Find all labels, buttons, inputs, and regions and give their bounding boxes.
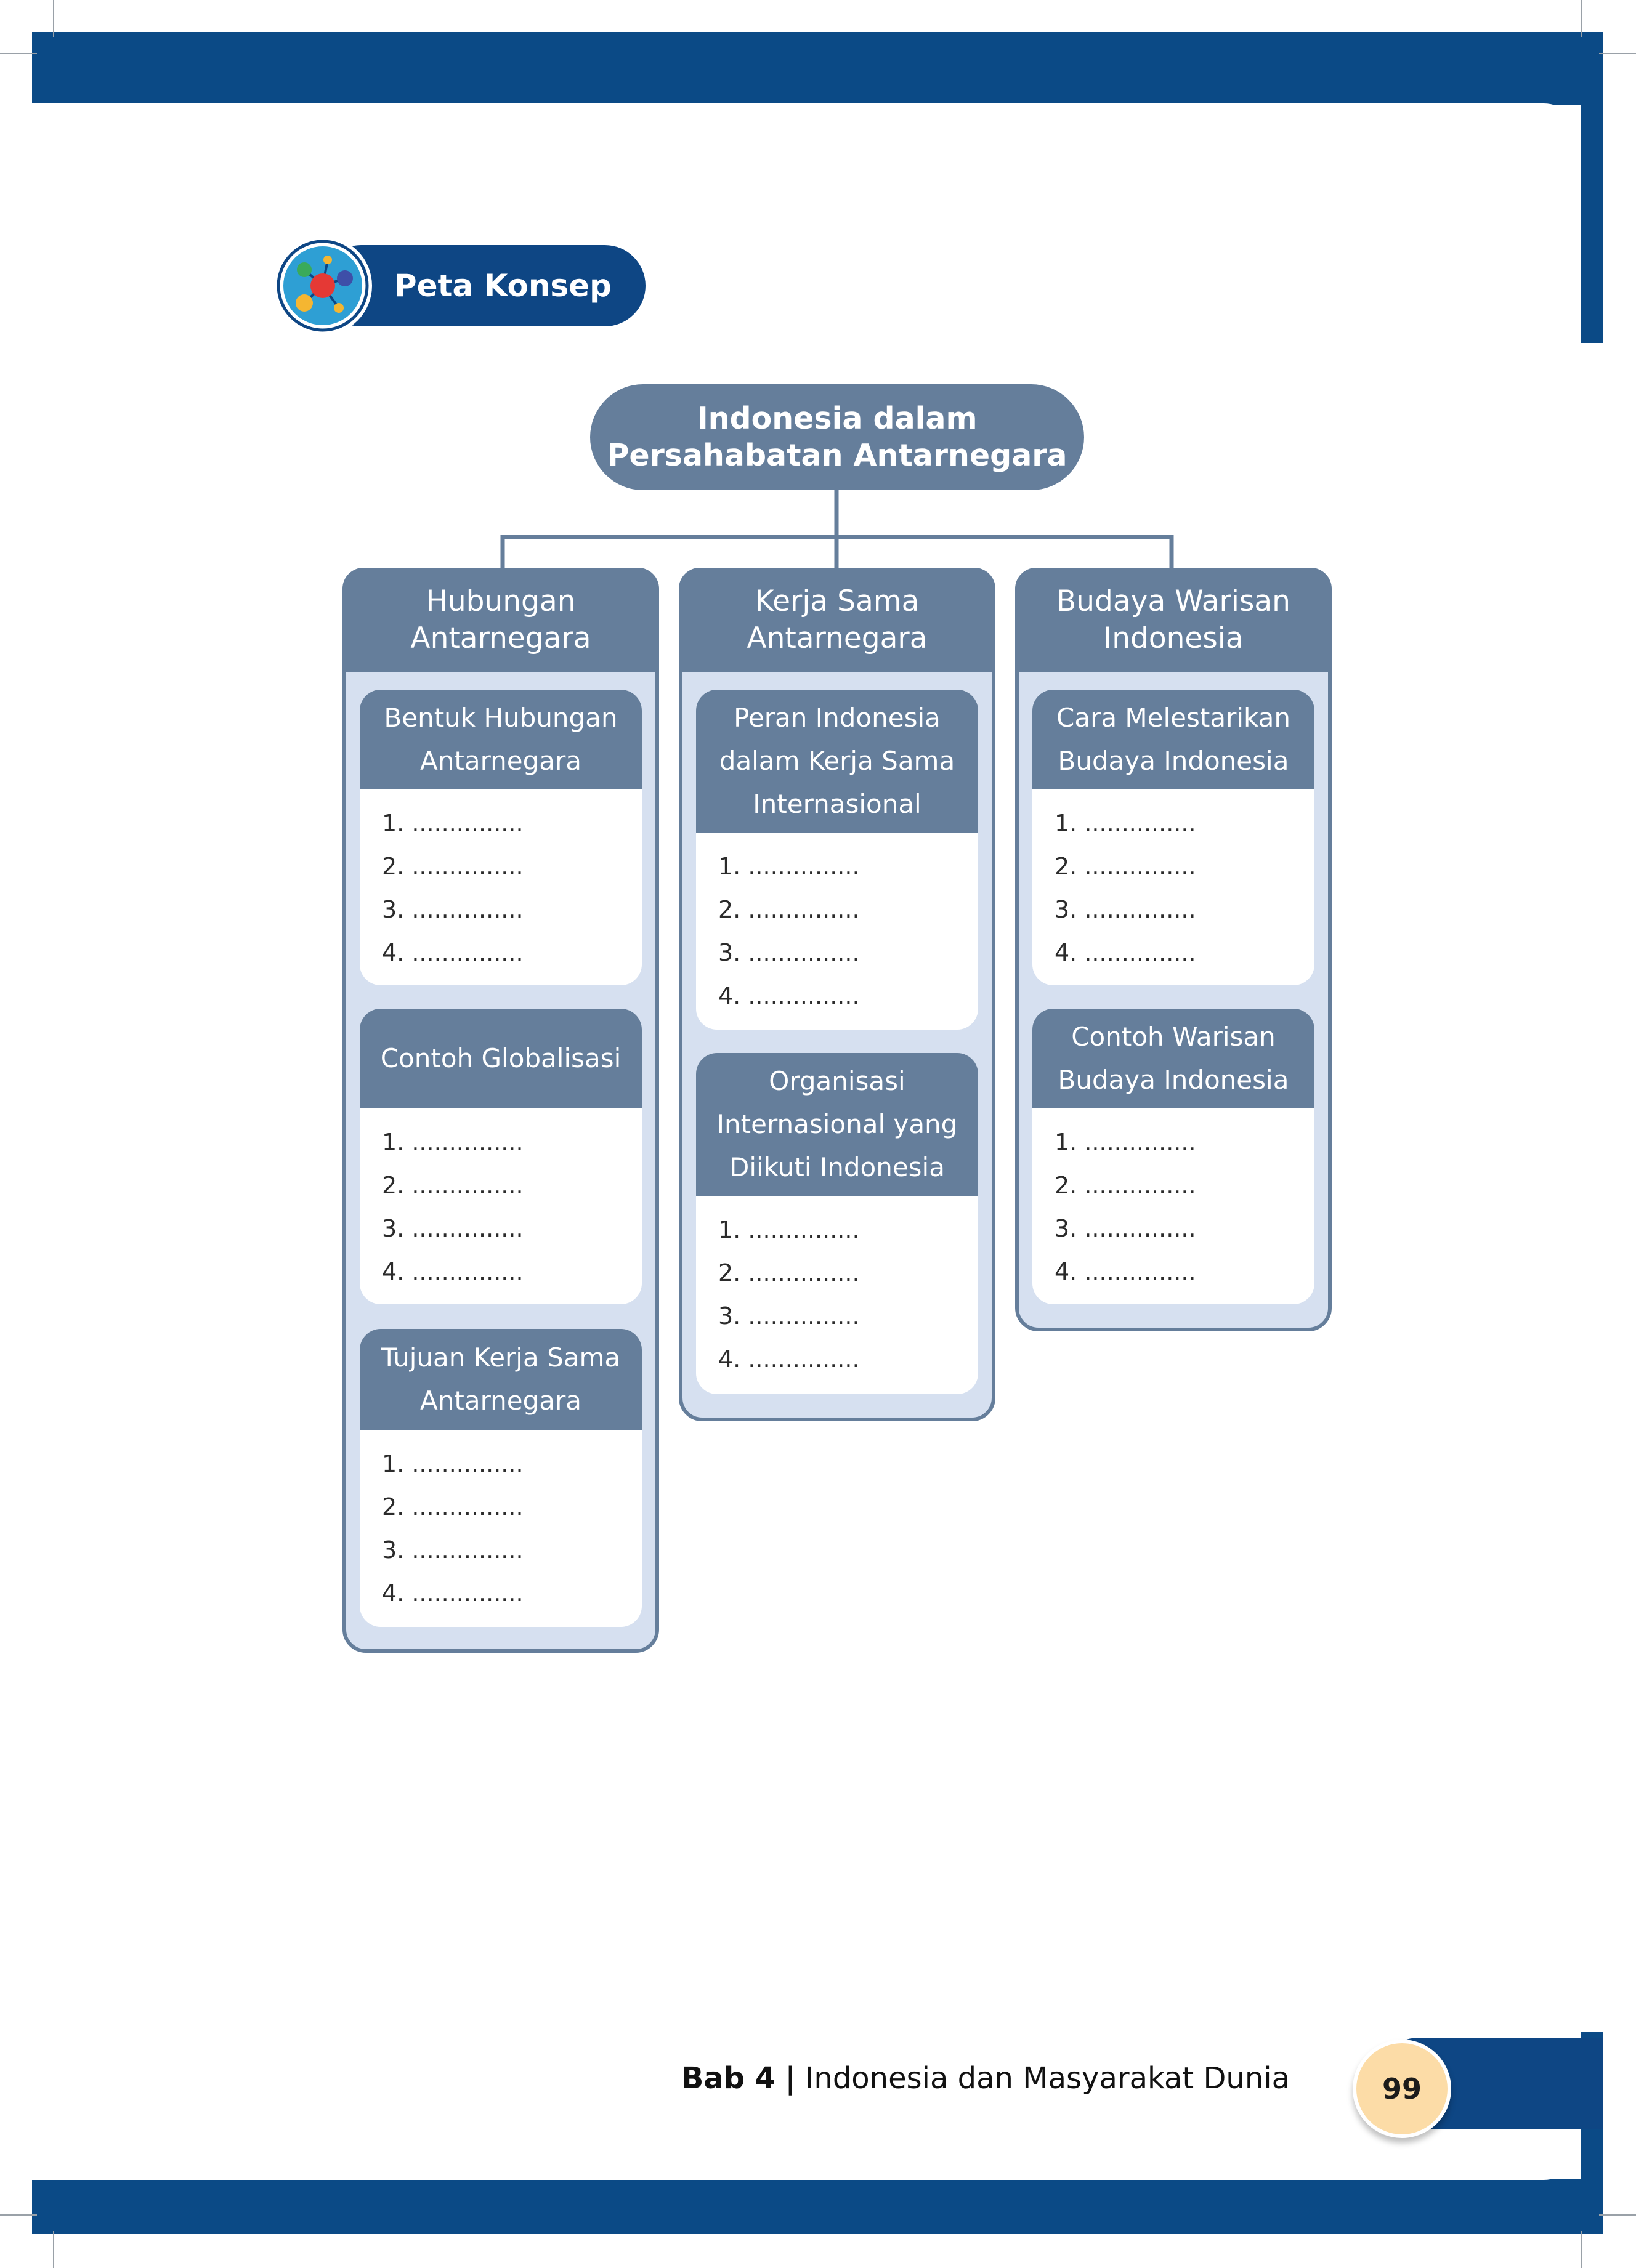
list-item: 1. ............... (718, 853, 860, 880)
list-item: 1. ............... (1055, 810, 1196, 837)
root-node (590, 384, 1084, 490)
card-title-line: dalam Kerja Sama (719, 746, 955, 776)
column-title (342, 568, 659, 672)
list-item: 4. ............... (718, 982, 860, 1009)
right-frame-bar (1581, 32, 1603, 343)
card-title-line: Budaya Indonesia (1058, 746, 1289, 776)
card-title (1032, 690, 1314, 789)
card-list (360, 789, 642, 974)
card-list (1032, 789, 1314, 974)
card-list (696, 833, 978, 1017)
crop-mark (53, 2231, 54, 2268)
list-item: 1. ............... (382, 810, 524, 837)
list-item: 4. ............... (1055, 939, 1196, 966)
card-title-line: Budaya Indonesia (1058, 1065, 1289, 1095)
crop-mark (1581, 0, 1582, 37)
list-item: 4. ............... (382, 1580, 524, 1607)
column-title-line: Antarnegara (410, 621, 591, 655)
card-organisasi-internasional (696, 1053, 978, 1394)
card-title (696, 1053, 978, 1196)
crop-mark (1599, 53, 1636, 54)
card-title (1032, 1009, 1314, 1108)
crop-mark (0, 53, 37, 54)
tree-connector (493, 486, 1183, 573)
footer-separator: | (785, 2061, 796, 2096)
list-item: 2. ............... (382, 1172, 524, 1199)
card-bentuk-hubungan (360, 690, 642, 985)
card-title (360, 690, 642, 789)
list-item: 2. ............... (718, 896, 860, 923)
page-sheet-bottom (32, 2032, 1581, 2180)
column-title-line: Budaya Warisan (1056, 584, 1290, 618)
list-item: 4. ............... (718, 1346, 860, 1373)
list-item: 3. ............... (718, 1302, 860, 1330)
list-item: 1. ............... (382, 1450, 524, 1477)
list-item: 4. ............... (382, 1258, 524, 1285)
card-list (360, 1108, 642, 1293)
footer-chapter-label (681, 2057, 1290, 2100)
footer-chapter: Bab 4 (681, 2061, 776, 2096)
card-title-line: Cara Melestarikan (1056, 703, 1290, 733)
list-item: 3. ............... (382, 1536, 524, 1564)
card-tujuan-kerja-sama (360, 1329, 642, 1627)
card-title-line: Peran Indonesia (734, 703, 941, 733)
bottom-frame-bar (32, 2179, 1603, 2234)
card-title (696, 690, 978, 833)
list-item: 1. ............... (1055, 1129, 1196, 1156)
column-title (1015, 568, 1332, 672)
concept-map-icon (272, 235, 373, 336)
card-title-line: Organisasi (769, 1066, 905, 1096)
list-item: 3. ............... (382, 896, 524, 923)
footer-book-title: Indonesia dan Masyarakat Dunia (805, 2061, 1290, 2096)
list-item: 3. ............... (718, 939, 860, 966)
card-title-line: Bentuk Hubungan (384, 703, 618, 733)
card-peran-indonesia (696, 690, 978, 1030)
page-sheet-top (32, 103, 1581, 344)
card-title-line: Antarnegara (420, 746, 581, 776)
column-title-line: Hubungan (426, 584, 576, 618)
crop-mark (53, 0, 54, 37)
card-title (360, 1009, 642, 1108)
card-title-line: Diikuti Indonesia (729, 1152, 945, 1182)
card-list (360, 1430, 642, 1615)
card-cara-melestarikan (1032, 690, 1314, 985)
list-item: 1. ............... (382, 1129, 524, 1156)
card-title-line: Contoh Warisan (1071, 1022, 1276, 1052)
list-item: 3. ............... (1055, 896, 1196, 923)
card-title-line: Internasional yang (716, 1109, 958, 1139)
top-frame-bar (32, 32, 1603, 105)
crop-mark (1581, 2231, 1582, 2268)
page-number: 99 (1353, 2040, 1451, 2138)
list-item: 2. ............... (718, 1259, 860, 1286)
list-item: 4. ............... (382, 939, 524, 966)
column-title-line: Indonesia (1103, 621, 1244, 655)
list-item: 2. ............... (382, 1493, 524, 1520)
card-contoh-globalisasi (360, 1009, 642, 1304)
card-title-line: Internasional (753, 789, 921, 819)
card-title-line: Contoh Globalisasi (380, 1043, 622, 1073)
card-list (1032, 1108, 1314, 1293)
list-item: 4. ............... (1055, 1258, 1196, 1285)
card-title-line: Antarnegara (420, 1386, 581, 1416)
crop-mark (0, 2214, 37, 2216)
list-item: 2. ............... (382, 853, 524, 880)
list-item: 2. ............... (1055, 853, 1196, 880)
card-list (696, 1196, 978, 1381)
card-title (360, 1329, 642, 1430)
list-item: 3. ............... (382, 1215, 524, 1242)
root-line: Indonesia dalam (697, 401, 978, 436)
list-item: 1. ............... (718, 1216, 860, 1243)
root-line: Persahabatan Antarnegara (607, 438, 1067, 473)
card-title-line: Tujuan Kerja Sama (381, 1342, 621, 1373)
section-title: Peta Konsep (394, 268, 612, 304)
column-title-line: Kerja Sama (755, 584, 920, 618)
column-title (679, 568, 995, 672)
card-contoh-warisan (1032, 1009, 1314, 1304)
column-title-line: Antarnegara (747, 621, 928, 655)
crop-mark (1599, 2214, 1636, 2216)
list-item: 3. ............... (1055, 1215, 1196, 1242)
list-item: 2. ............... (1055, 1172, 1196, 1199)
